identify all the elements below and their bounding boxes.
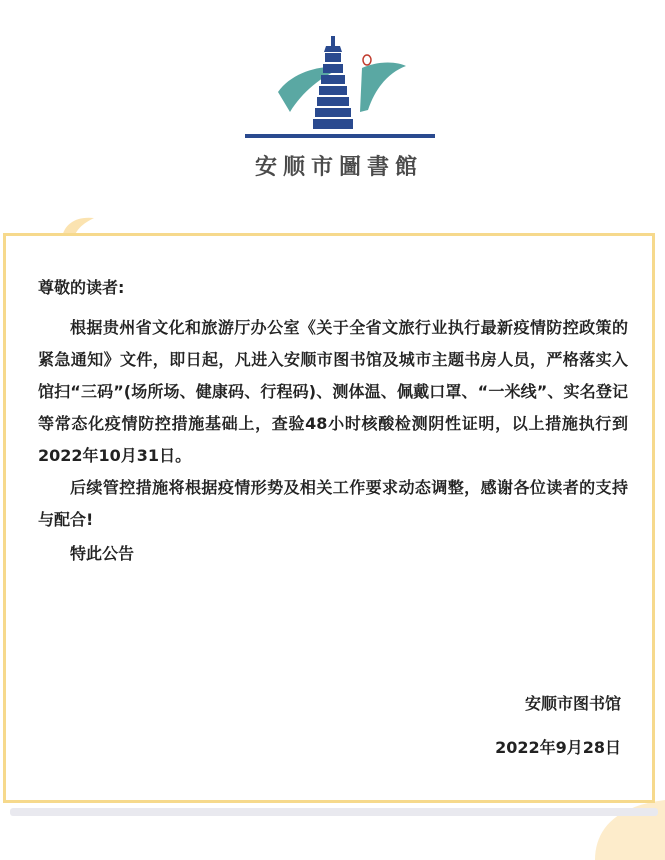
notice-greeting: 尊敬的读者: <box>38 278 125 297</box>
notice-signature-block <box>495 682 621 770</box>
notice-paragraph-1: 根据贵州省文化和旅游厅办公室《关于全省文旅行业执行最新疫情防控政策的紧急通知》文件，即日起，凡进入安顺市图书馆及城市主题书房人员，严格落实入馆扫“三码”(场所场、健康码、行程码)、测体温、佩戴口罩、“一米线”、实名登记等常态化疫情防控措施基础上，查验48小时核酸检测阴性证明，以上措施执行到2022年10月31日。 <box>38 318 628 465</box>
card-shadow <box>10 808 658 816</box>
pagoda-logo-icon <box>230 30 450 155</box>
notice-body <box>38 272 628 570</box>
library-logo-text: 安顺市圖書館 <box>255 154 424 180</box>
library-logo <box>0 0 665 200</box>
notice-paragraph-2: 后续管控措施将根据疫情形势及相关工作要求动态调整，感谢各位读者的支持与配合! <box>38 478 628 529</box>
notice-signature: 安顺市图书馆 <box>524 694 621 713</box>
notice-closing: 特此公告 <box>70 544 135 563</box>
notice-date: 2022年9月28日 <box>495 738 621 757</box>
